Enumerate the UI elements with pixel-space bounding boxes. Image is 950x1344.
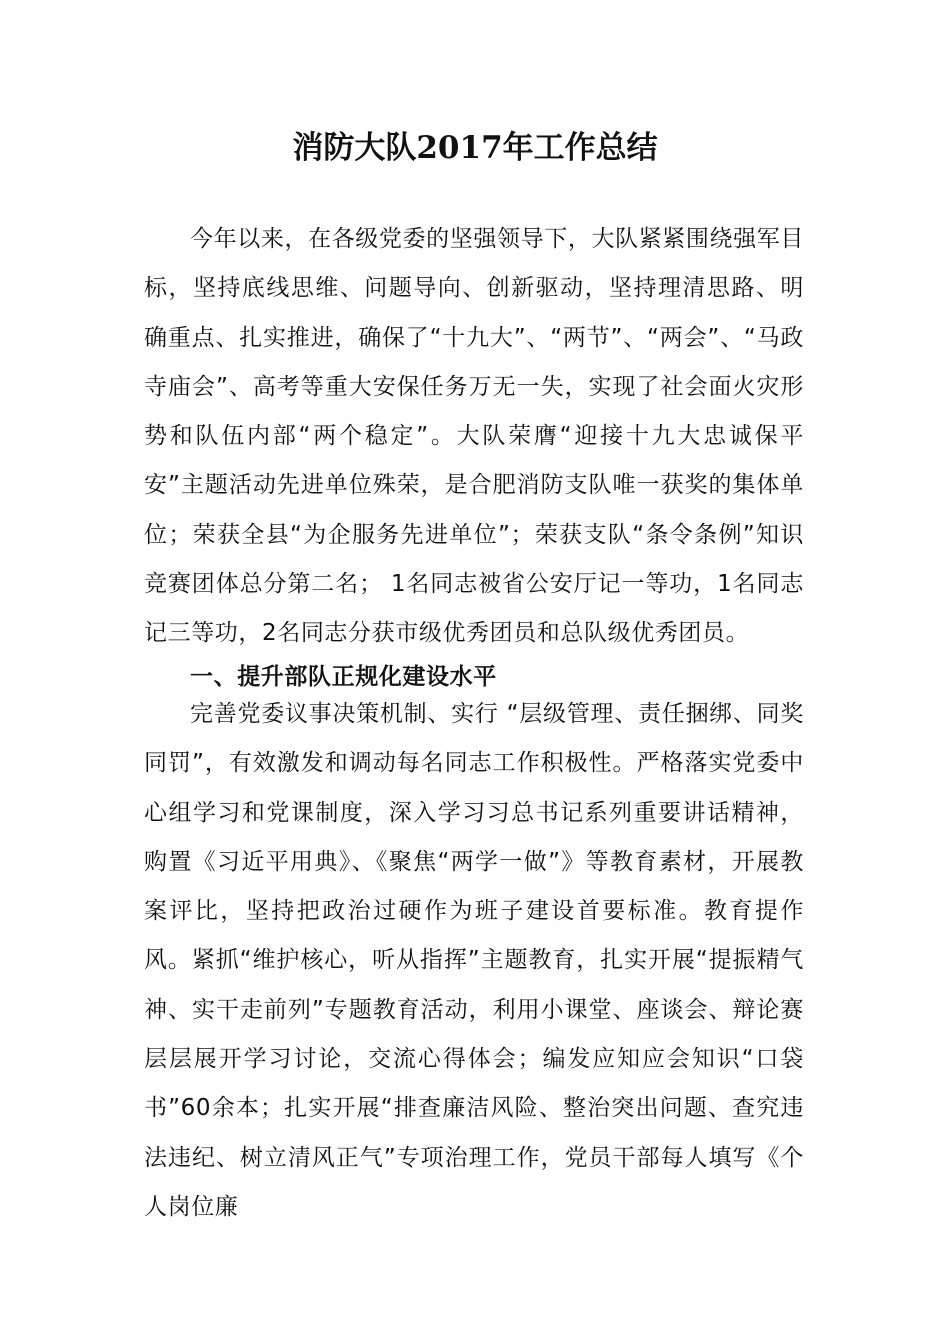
document-title: 消防大队2017年工作总结: [292, 130, 658, 166]
section-heading-1: 一、提升部队正规化建设水平: [190, 664, 497, 690]
intro-paragraph: 今年以来，在各级党委的坚强领导下，大队紧紧围绕强军目标，坚持底线思维、问题导向、创新驱动，坚持理清思路、明确重点、扎实推进，确保了“十九大”、“两节”、“两会”、“马政寺庙会”、高考等重大安保任务万无一失，实现了社会面火灾形势和队伍内部“两个稳定”。大队荣膺“迎接十九大忠诚保平安”主题活动先进单位殊荣，是合肥消防支队唯一获奖的集体单位；荣获全县“为企服务先进单位”；荣获支队“条令条例”知识竞赛团体总分第二名； 1名同志被省公安厅记一等功，1名同志记三等功，2名同志分获市级优秀团员和总队级优秀团员。: [144, 226, 804, 647]
section-1-paragraph: 完善党委议事决策机制、实行 “层级管理、责任捆绑、同奖同罚”，有效激发和调动每名同志工作积极性。严格落实党委中心组学习和党课制度，深入学习习总书记系列重要讲话精神，购置《习近平用典》、《聚焦“两学一做”》等教育素材，开展教案评比，坚持把政治过硬作为班子建设首要标准。教育提作风。紧抓“维护核心，听从指挥”主题教育，扎实开展“提振精气神、实干走前列”专题教育活动，利用小课堂、座谈会、辩论赛层层展开学习讨论，交流心得体会；编发应知应会知识“口袋书”60余本；扎实开展“排查廉洁风险、整治突出问题、查究违法违纪、树立清风正气”专项治理工作，党员干部每人填写《个人岗位廉: [144, 701, 804, 1220]
